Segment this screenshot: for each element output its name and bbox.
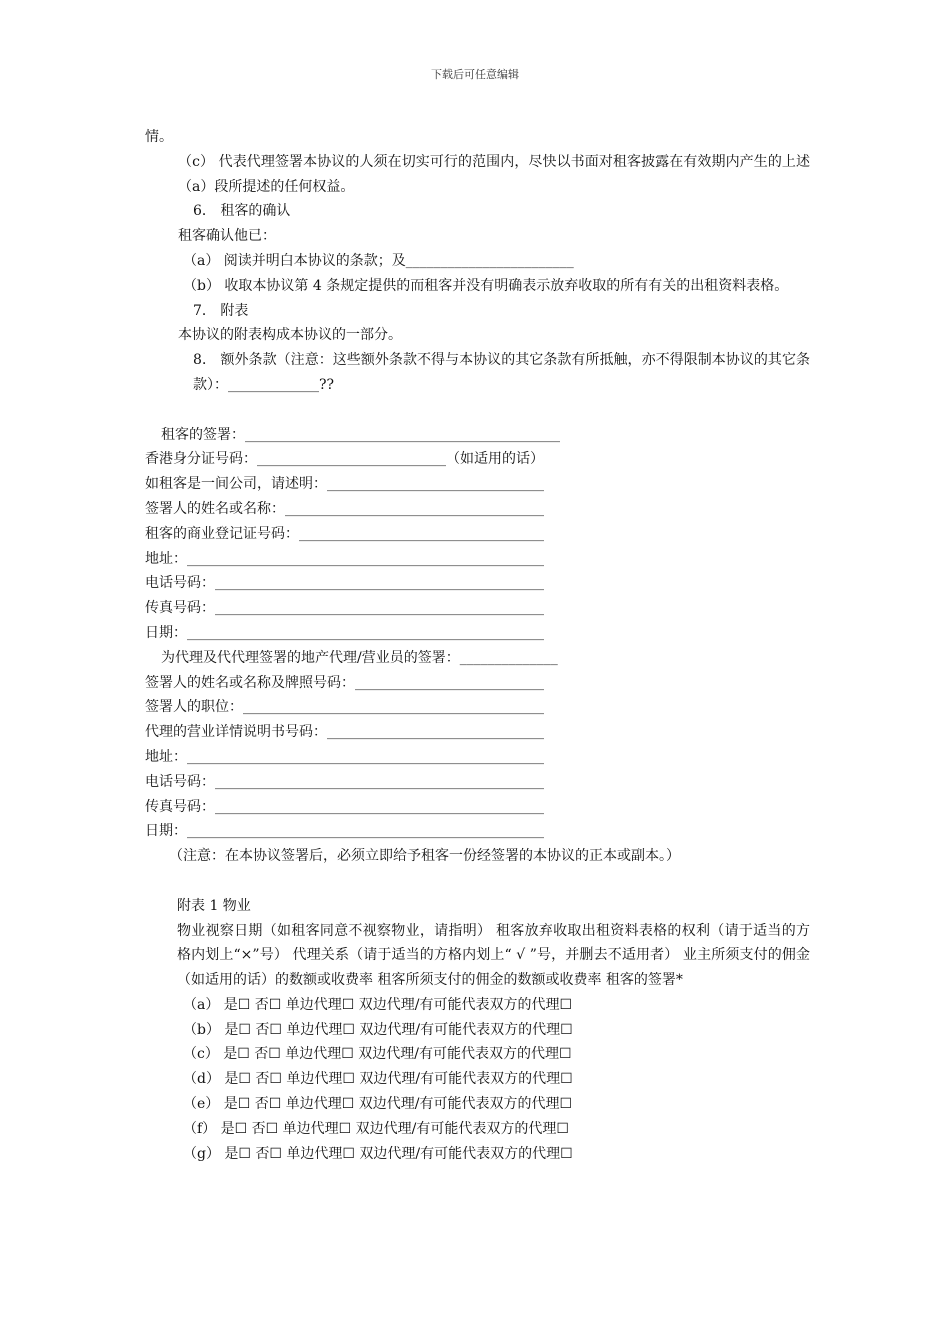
schedule-row-e: （e） 是☐ 否☐ 单边代理☐ 双边代理/有可能代表双方的代理☐ xyxy=(183,1096,573,1113)
clause-a-line: （a） 阅读并明白本协议的条款；及________________________ xyxy=(183,252,574,269)
page-header: 下载后可任意编辑 xyxy=(431,68,519,81)
clause-b-paragraph: （b） 收取本协议第 4 条规定提供的而租客并没有明确表示放弃收取的所有有关的出租资料表格。 xyxy=(183,277,789,294)
schedule-row-g: （g） 是☐ 否☐ 单边代理☐ 双边代理/有可能代表双方的代理☐ xyxy=(183,1145,573,1162)
fax-field: 传真号码：_______________________________________________ xyxy=(145,600,544,617)
agent-signatory-name-field: 签署人的姓名或名称及牌照号码：___________________________ xyxy=(145,674,544,691)
agent-phone-field: 电话号码：_______________________________________________ xyxy=(145,773,544,790)
schedule-1-heading: 附表 1 物业 xyxy=(177,897,251,914)
signatory-position-field: 签署人的职位：___________________________________________ xyxy=(145,699,544,716)
schedule-row-d: （d） 是☐ 否☐ 单边代理☐ 双边代理/有可能代表双方的代理☐ xyxy=(183,1071,573,1088)
schedule-row-f: （f） 是☐ 否☐ 单边代理☐ 双边代理/有可能代表双方的代理☐ xyxy=(183,1120,569,1137)
signatory-name-field: 签署人的姓名或名称：_____________________________________ xyxy=(145,500,544,517)
agent-statement-number-field: 代理的营业详情说明书号码：_______________________________ xyxy=(145,724,544,741)
schedule-1-description: 物业视察日期（如租客同意不视察物业，请指明） 租客放弃收取出租资料表格的权利（请于适当的方格内划上“×”号） 代理关系（请于适当的方格内划上“ √ ”号，并删去不适用者） 业主所须支付的佣金（如适用的话）的数额或收费率 租客所须支付的佣金的数额或收费率 租客的签署* xyxy=(177,922,810,989)
address-field: 地址：___________________________________________________ xyxy=(145,550,544,567)
section-6-heading: 6． 租客的确认 xyxy=(193,203,291,220)
schedule-row-c: （c） 是☐ 否☐ 单边代理☐ 双边代理/有可能代表双方的代理☐ xyxy=(183,1046,572,1063)
paragraph-line: 情。 xyxy=(145,129,173,145)
section-7-heading: 7． 附表 xyxy=(193,302,249,319)
clause-c-paragraph: （c） 代表代理签署本协议的人须在切实可行的范围内，尽快以书面对租客披露在有效期内产生的上述（a）段所提述的任何权益。 xyxy=(178,153,810,195)
spacer xyxy=(145,869,810,894)
agent-signature-field: 为代理及代代理签署的地产代理/营业员的签署：______________ xyxy=(161,649,558,666)
schedule-row-a: （a） 是☐ 否☐ 单边代理☐ 双边代理/有可能代表双方的代理☐ xyxy=(183,996,573,1013)
section-8-paragraph: 8． 额外条款（注意：这些额外条款不得与本协议的其它条款有所抵触，亦不得限制本协议的其它条款）：_____________?? xyxy=(193,352,810,393)
agent-fax-field: 传真号码：_______________________________________________ xyxy=(145,798,544,815)
company-field: 如租客是一间公司，请述明：_______________________________ xyxy=(145,476,544,493)
spacer xyxy=(145,398,810,423)
document-body xyxy=(145,125,810,1166)
schedule-row-b: （b） 是☐ 否☐ 单边代理☐ 双边代理/有可能代表双方的代理☐ xyxy=(183,1021,573,1038)
note-line: （注意：在本协议签署后，必须立即给予租客一份经签署的本协议的正本或副本。） xyxy=(169,848,680,865)
phone-field: 电话号码：_______________________________________________ xyxy=(145,575,544,592)
agent-address-field: 地址：___________________________________________________ xyxy=(145,748,544,765)
tenant-signature-field: 租客的签署：_____________________________________________ xyxy=(161,426,560,443)
date-field: 日期：___________________________________________________ xyxy=(145,624,544,641)
paragraph-line: 本协议的附表构成本协议的一部分。 xyxy=(178,327,402,344)
business-registration-field: 租客的商业登记证号码：___________________________________ xyxy=(145,525,544,542)
paragraph-line: 租客确认他已： xyxy=(178,228,276,245)
agent-date-field: 日期：___________________________________________________ xyxy=(145,823,544,840)
hkid-field: 香港身分证号码：___________________________（如适用的话） xyxy=(145,451,544,468)
